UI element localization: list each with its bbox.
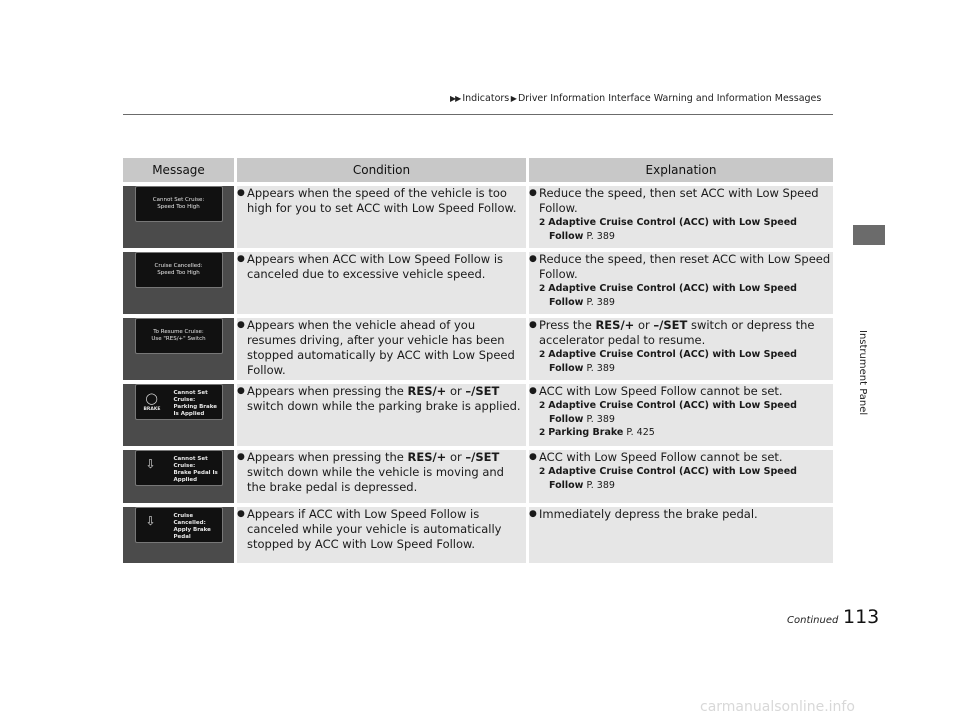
message-screen — [135, 507, 223, 543]
breadcrumb-item[interactable]: Driver Information Interface Warning and Information Messages — [517, 93, 822, 104]
condition-fragment: Appears when pressing the — [247, 384, 408, 398]
reference-icon: 2 — [539, 350, 546, 360]
explanation-cell — [526, 384, 833, 446]
reference-icon: 2 — [539, 428, 546, 438]
bullet-icon: ● — [529, 254, 537, 264]
chevron-right-icon: ▶▶ — [450, 94, 461, 103]
bullet-icon: ● — [237, 386, 245, 396]
bullet-icon: ● — [529, 452, 537, 462]
parking-brake-icon: ◯ — [145, 392, 158, 405]
condition-text — [247, 450, 526, 495]
table-row — [123, 318, 833, 380]
message-screen — [135, 186, 223, 222]
condition-cell — [234, 450, 526, 503]
reference-page: P. 389 — [586, 414, 615, 425]
switch-name: RES/+ — [407, 384, 447, 398]
column-header-condition: Condition — [234, 158, 526, 182]
condition-fragment: or — [446, 384, 466, 398]
reference-title: Adaptive Cruise Control (ACC) with Low Speed — [548, 400, 797, 411]
bullet-icon: ● — [529, 188, 537, 198]
message-cell — [123, 186, 234, 248]
messages-table — [123, 154, 833, 567]
reference-title-cont: Follow — [549, 297, 584, 308]
reference-title-cont: Follow — [549, 363, 584, 374]
brake-pedal-icon: ⇩ — [145, 514, 156, 528]
bullet-icon: ● — [529, 320, 537, 330]
reference-icon: 2 — [539, 284, 546, 294]
condition-fragment: Appears when pressing the — [247, 450, 408, 464]
breadcrumb-item[interactable]: Indicators — [462, 93, 510, 104]
message-screen — [135, 318, 223, 354]
reference-title-cont: Follow — [549, 231, 584, 242]
page-reference-link[interactable] — [539, 399, 833, 426]
watermark: carmanualsonline.info — [700, 699, 855, 715]
switch-name: –/SET — [653, 318, 688, 332]
reference-title: Adaptive Cruise Control (ACC) with Low Speed — [548, 466, 797, 477]
explanation-cell — [526, 318, 833, 380]
page-number: 113 — [843, 606, 880, 628]
message-cell — [123, 450, 234, 503]
header-divider — [123, 114, 833, 115]
reference-page: P. 389 — [586, 363, 615, 374]
table-row — [123, 252, 833, 314]
reference-page: P. 389 — [586, 297, 615, 308]
bullet-icon: ● — [237, 320, 245, 330]
explanation-text: Reduce the speed, then set ACC with Low Speed Follow. — [539, 186, 819, 215]
explanation-fragment: or — [634, 318, 654, 332]
condition-cell — [234, 318, 526, 380]
page-reference-link[interactable] — [539, 216, 833, 243]
breadcrumb — [450, 93, 821, 104]
bullet-icon: ● — [237, 188, 245, 198]
switch-name: –/SET — [465, 384, 500, 398]
message-screen-text: Cannot Set Cruise: Brake Pedal Is Applied — [173, 456, 218, 483]
condition-text — [247, 384, 526, 414]
bullet-icon: ● — [237, 452, 245, 462]
message-screen — [135, 450, 223, 486]
reference-title: Adaptive Cruise Control (ACC) with Low Speed — [548, 349, 797, 360]
explanation-cell — [526, 252, 833, 314]
reference-page: P. 389 — [586, 231, 615, 242]
message-cell — [123, 252, 234, 314]
condition-fragment: or — [446, 450, 466, 464]
bullet-icon: ● — [237, 509, 245, 519]
section-label: Instrument Panel — [857, 330, 868, 416]
brake-pedal-icon: ⇩ — [145, 457, 156, 471]
table-row — [123, 186, 833, 248]
condition-text: Appears when the speed of the vehicle is too high for you to set ACC with Low Speed Follow. — [247, 186, 517, 215]
reference-title-cont: Follow — [549, 414, 584, 425]
table-row — [123, 507, 833, 563]
condition-fragment: switch down while the parking brake is applied. — [247, 399, 521, 413]
reference-icon: 2 — [539, 401, 546, 411]
continued-label: Continued — [787, 615, 839, 626]
page-reference-link[interactable] — [539, 465, 833, 492]
message-cell — [123, 384, 234, 446]
reference-page: P. 389 — [586, 480, 615, 491]
table-row — [123, 450, 833, 503]
message-cell — [123, 507, 234, 563]
message-screen-text: To Resume Cruise: Use "RES/+" Switch — [151, 329, 206, 342]
condition-cell — [234, 507, 526, 563]
condition-cell — [234, 252, 526, 314]
explanation-text: ACC with Low Speed Follow cannot be set. — [539, 450, 783, 464]
message-screen — [135, 384, 223, 420]
reference-title-cont: Follow — [549, 480, 584, 491]
message-screen — [135, 252, 223, 288]
reference-icon: 2 — [539, 467, 546, 477]
reference-page: P. 425 — [626, 427, 655, 438]
brake-icon-label: BRAKE — [143, 407, 161, 412]
page-reference-link[interactable] — [539, 282, 833, 309]
reference-title: Adaptive Cruise Control (ACC) with Low Speed — [548, 217, 797, 228]
message-screen-text: Cruise Cancelled: Apply Brake Pedal — [173, 513, 211, 540]
page-reference-link[interactable] — [539, 348, 833, 375]
switch-name: –/SET — [465, 450, 500, 464]
bullet-icon: ● — [529, 509, 537, 519]
explanation-cell — [526, 186, 833, 248]
condition-text: Appears when the vehicle ahead of you resumes driving, after your vehicle has been stopped automatically by ACC with Low Speed Follow. — [247, 318, 515, 377]
column-header-explanation: Explanation — [526, 158, 833, 182]
switch-name: RES/+ — [595, 318, 635, 332]
message-cell — [123, 318, 234, 380]
chevron-right-icon: ▶ — [509, 94, 516, 103]
explanation-fragment: switch or depress the accelerator pedal to resume. — [539, 318, 815, 347]
message-screen-text: Cannot Set Cruise: Speed Too High — [152, 197, 205, 210]
column-header-message: Message — [123, 158, 234, 182]
explanation-cell — [526, 450, 833, 503]
reference-title: Parking Brake — [548, 427, 624, 438]
condition-text: Appears when ACC with Low Speed Follow is canceled due to excessive vehicle speed. — [247, 252, 504, 281]
message-screen-text: Cruise Cancelled: Speed Too High — [154, 263, 203, 276]
page-reference-link[interactable] — [539, 426, 833, 440]
table-row — [123, 384, 833, 446]
switch-name: RES/+ — [407, 450, 447, 464]
explanation-text: Reduce the speed, then reset ACC with Low Speed Follow. — [539, 252, 831, 281]
message-screen-text: Cannot Set Cruise: Parking Brake Is Applied — [173, 390, 217, 417]
reference-icon: 2 — [539, 218, 546, 228]
condition-text: Appears if ACC with Low Speed Follow is canceled while your vehicle is automatically stopped by ACC with Low Speed Follow. — [247, 507, 502, 551]
bullet-icon: ● — [237, 254, 245, 264]
explanation-text: Immediately depress the brake pedal. — [539, 507, 758, 521]
condition-fragment: switch down while the vehicle is moving and the brake pedal is depressed. — [247, 465, 504, 494]
explanation-cell — [526, 507, 833, 563]
table-header-row — [123, 158, 833, 182]
condition-cell — [234, 186, 526, 248]
bullet-icon: ● — [529, 386, 537, 396]
reference-title: Adaptive Cruise Control (ACC) with Low Speed — [548, 283, 797, 294]
condition-cell — [234, 384, 526, 446]
explanation-text: ACC with Low Speed Follow cannot be set. — [539, 384, 783, 398]
section-tab — [853, 225, 885, 245]
explanation-fragment: Press the — [539, 318, 596, 332]
explanation-text — [539, 318, 833, 348]
